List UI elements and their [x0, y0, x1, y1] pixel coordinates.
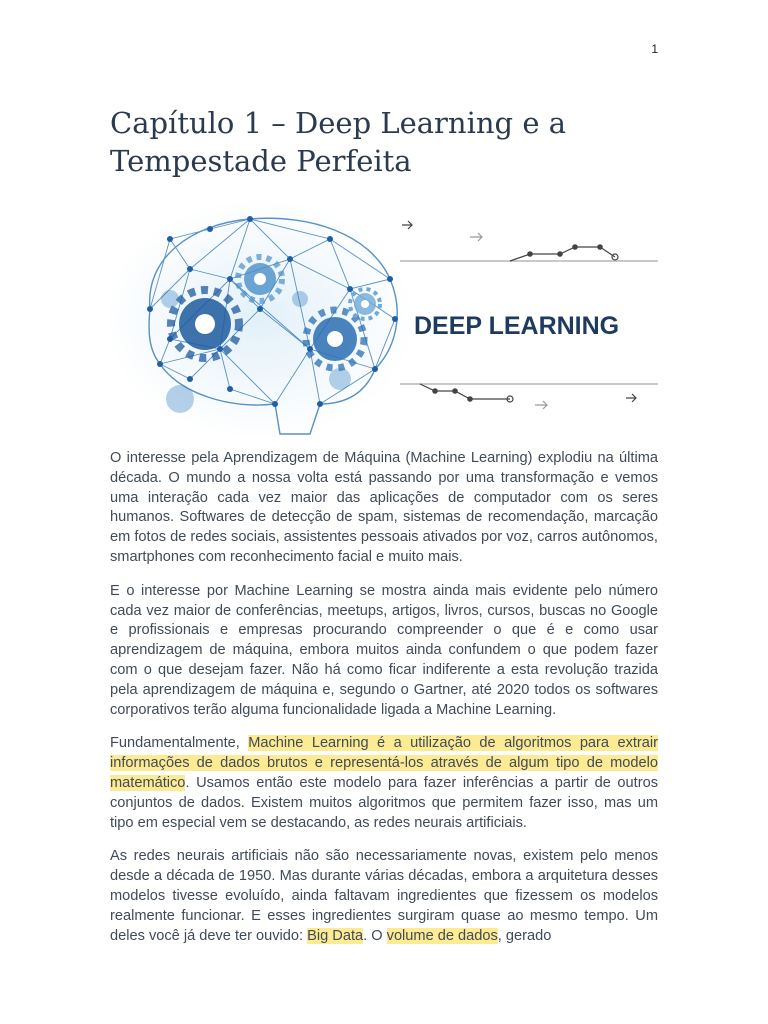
page-number: 1 — [651, 42, 658, 56]
paragraph-text: . Usamos então este modelo para fazer inferências a partir de outros conjuntos de dados. Existem muitos algoritmos que permitem fazer isso, mas um tipo em especial vem se destacando, as redes neurais artificiais. — [110, 774, 658, 831]
paragraph — [110, 582, 658, 721]
paragraph — [110, 449, 658, 568]
paragraph — [110, 847, 658, 946]
paragraph-text: Fundamentalmente, — [110, 735, 249, 752]
paragraph-text: O interesse pela Aprendizagem de Máquina (Machine Learning) explodiu na última década. O mundo a nossa volta está passando por uma transformação e vemos uma interação cada vez maior das aplicações de computador com os seres humanos. Softwares de detecção de spam, sistemas de recomendação, marcação em fotos de redes sociais, assistentes pessoais ativados por voz, carros autônomos, smartphones com reconhecimento facial e muito mais. — [110, 450, 658, 565]
deep-learning-illustration — [110, 199, 658, 439]
paragraph-text: As redes neurais artificiais não são necessariamente novas, existem pelo menos desde a década de 1950. Mas durante várias décadas, embora a arquitetura desses modelos tivesse evoluído, ainda faltavam ingredientes que fizessem os modelos realmente funcionar. E esses ingredientes surgiram quase ao mesmo tempo. Um deles você já deve ter ouvido: — [110, 848, 658, 944]
paragraph — [110, 734, 658, 833]
highlighted-text: Machine Learning é a utilização de algoritmos para extrair informações de dados brutos e representá-los através de algum tipo de modelo matemático — [110, 735, 658, 791]
paragraph-text: E o interesse por Machine Learning se mostra ainda mais evidente pelo número cada vez maior de conferências, meetups, artigos, livros, cursos, buscas no Google e profissionais e empresas procurando compreender o que é e como usar aprendizagem de máquina, embora muitos ainda confundem o que podem fazer com o que desejam fazer. Não há como ficar indiferente a esta revolução trazida pela aprendizagem de máquina e, segundo o Gartner, até 2020 todos os softwares corporativos terão alguma funcionalidade ligada a Machine Learning. — [110, 582, 658, 718]
chapter-body — [110, 449, 658, 960]
paragraph-text: , gerado — [497, 927, 552, 944]
deep-learning-text: DEEP LEARNING — [414, 312, 620, 340]
chapter-title: Capítulo 1 – Deep Learning e a Tempestade Perfeita — [110, 106, 566, 178]
paragraph-text: . O — [363, 927, 387, 944]
highlighted-text: volume de dados — [386, 927, 498, 944]
brain-network-graphic — [110, 199, 658, 439]
highlighted-text: Big Data — [307, 927, 364, 944]
